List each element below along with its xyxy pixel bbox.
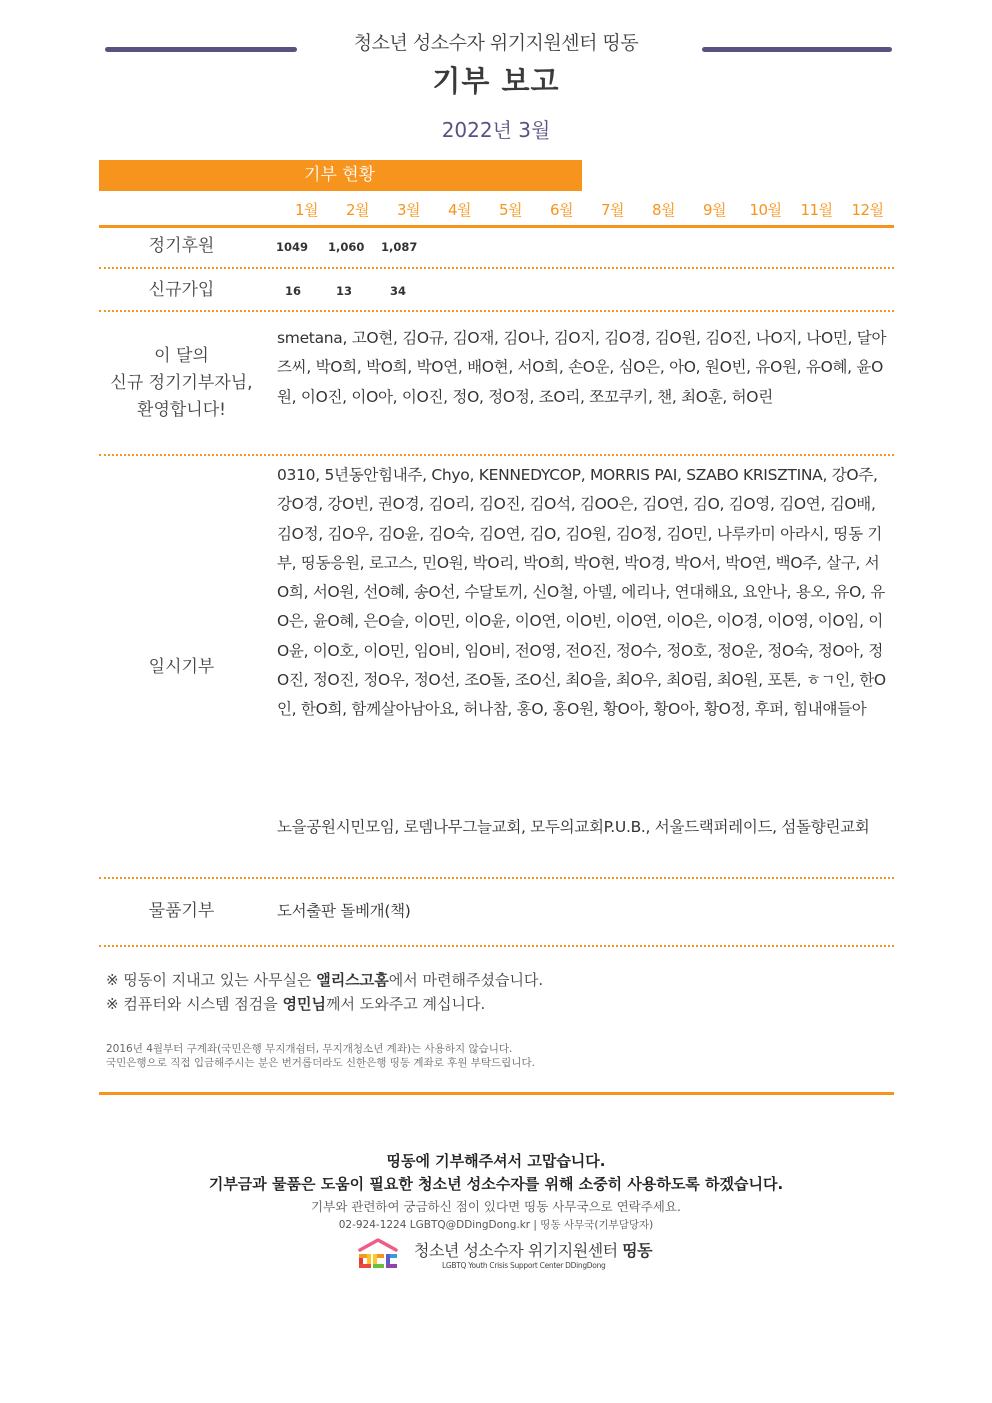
month-label: 12월 [851,201,884,219]
report-header [0,28,992,143]
regular-donors-values [276,240,434,254]
row-label-one-time: 일시기부 [148,657,215,677]
new-donor-names: smetana, 고O현, 김O규, 김O재, 김O나, 김O지, 김O경, 김O원, 김O진, 나O지, 나O민, 달아즈씨, 박O희, 박O희, 박O연, 배O현, 서O희, 손O운, 심O은, 아O, 원O빈, 유O원, 유O혜, 윤O원, 이O진, 이O아, 이O진, 정O, 정O정, 조O리, 쪼꼬쿠키, 챈, 최O훈, 허O린 [277,329,887,406]
month-label: 4월 [447,201,472,219]
note-computer: ※ 컴퓨터와 시스템 점검을 영민님께서 도와주고 계십니다. [106,995,486,1013]
month-label: 10월 [749,201,782,219]
value-jan: 16 [285,284,302,298]
footer [0,1150,992,1233]
contact-info: 02-924-1224 LGBTQ@DDingDong.kr | 띵동 사무국(기부담당자) [338,1219,654,1231]
row-label-new-signups: 신규가입 [148,280,215,300]
dotted-divider [99,310,894,312]
account-notice: 2016년 4월부터 구계좌(국민은행 무지개쉼터, 무지개청소년 계좌)는 사용하지 않습니다. 국민은행으로 직접 입금해주시는 분은 번거롭더라도 신한은행 띵동 계좌로 후원 부탁드립니다. [106,1043,535,1069]
value-feb: 1,060 [328,240,365,254]
month-label: 5월 [498,201,523,219]
month-label: 11월 [800,201,833,219]
bottom-rule [99,1092,894,1095]
month-label: 3월 [396,201,421,219]
page-title: 기부 보고 [432,64,560,98]
month-label: 7월 [600,201,625,219]
month-label: 8월 [651,201,676,219]
label-line: 환영합니다! [137,400,226,420]
dotted-divider [99,945,894,947]
dotted-divider [99,267,894,269]
dotted-divider [99,454,894,456]
row-label-in-kind: 물품기부 [148,901,215,921]
logo-korean-name: 청소년 성소수자 위기지원센터 띵동 [414,1241,653,1260]
notes [106,968,543,1016]
new-signups-values [285,284,443,298]
value-mar: 1,087 [381,240,418,254]
logo-english-name: LGBTQ Youth Crisis Support Center DDingDong [442,1261,606,1270]
house-logo-icon [356,1237,400,1271]
organization-logo [356,1237,652,1271]
value-jan: 1049 [276,240,309,254]
in-kind-donation: 도서출판 돌베개(책) [277,902,411,920]
decorative-line-right [702,47,892,52]
one-time-donor-names: 0310, 5년동안힘내주, Chyo, KENNEDYCOP, MORRIS PAI, SZABO KRISZTINA, 강O주, 강O경, 강O빈, 권O경, 김O리, 김O진, 김O석, 김OO은, 김O연, 김O, 김O영, 김O연, 김O배, 김O정, 김O우, 김O윤, 김O숙, 김O연, 김O, 김O원, 김O정, 김O민, 나루카미 아라시, 띵동 기부, 띵동응원, 로고스, 민O원, 박O리, 박O희, 박O현, 박O경, 박O서, 박O연, 백O주, 살구, 서O희, 서O원, 선O혜, 송O선, 수달토끼, 신O철, 아델, 에리나, 연대해요, 요안나, 용오, 유O, 유O은, 윤O혜, 은O슬, 이O민, 이O윤, 이O연, 이O빈, 이O연, 이O은, 이O경, 이O영, 이O임, 이O윤, 이O호, 이O민, 임O비, 임O비, 전O영, 전O진, 정O수, 정O호, 정O운, 정O숙, 정O아, 정O진, 정O진, 정O우, 정O선, 조O돌, 조O신, 최O을, 최O우, 최O림, 최O원, 포톤, ㅎㄱ인, 한O인, 한O희, 함께살아남아요, 허나참, 홍O, 홍O원, 황O아, 황O아, 황O정, 후퍼, 힘내얘들아 [277,466,886,719]
label-line: 신규 정기기부자님, [110,373,253,393]
value-mar: 34 [390,284,407,298]
table-top-rule [99,225,894,228]
month-label: 9월 [702,201,727,219]
month-label: 2월 [345,201,370,219]
section-title-bar: 기부 현황 [99,160,582,191]
label-line: 이 달의 [154,346,209,366]
report-date: 2022년 3월 [441,118,551,142]
organization-name: 청소년 성소수자 위기지원센터 띵동 [353,32,639,54]
helper-name: 영민님 [282,995,327,1013]
dotted-divider [99,877,894,879]
row-label-regular-donors: 정기후원 [148,236,215,256]
month-label: 6월 [549,201,574,219]
value-feb: 13 [336,284,353,298]
month-header-row [281,199,893,220]
sponsor-name: 앨리스고홈 [316,971,389,989]
new-donors-welcome-label [99,343,264,424]
decorative-line-left [105,47,297,52]
note-office: ※ 띵동이 지내고 있는 사무실은 앨리스고홈에서 마련해주셨습니다. [106,971,544,989]
group-donor-names: 노을공원시민모임, 로뎀나무그늘교회, 모두의교회P.U.B., 서울드랙퍼레이드, 섬돌향린교회 [277,818,870,836]
thank-you-line: 띵동에 기부해주셔서 고맙습니다. [386,1152,606,1170]
month-label: 1월 [294,201,319,219]
pledge-line: 기부금과 물품은 도움이 필요한 청소년 성소수자를 위해 소중히 사용하도록 하겠습니다. [208,1175,784,1193]
contact-line: 기부와 관련하여 궁금하신 점이 있다면 띵동 사무국으로 연락주세요. [311,1199,681,1214]
